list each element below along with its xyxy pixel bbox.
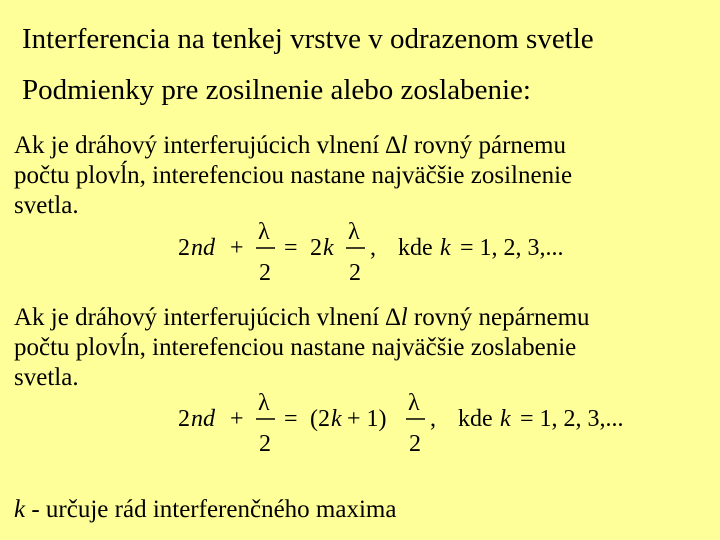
text-span: rovný párnemu: [407, 132, 566, 159]
text-span: rovný nepárnemu: [407, 304, 590, 331]
formula-comma: ,: [430, 406, 436, 432]
path-difference-symbol: ∆l: [385, 132, 408, 159]
formula-svg: [150, 382, 710, 460]
formula-lambda: λ: [408, 390, 420, 416]
formula-var-k: k: [500, 406, 511, 432]
formula-kde: kde: [458, 406, 493, 432]
slide-title: Interferencia na tenkej vrstve v odrazenom svetle: [22, 23, 594, 55]
text-span: Ak je dráhový interferujúcich vlnení: [14, 132, 386, 159]
formula-coef: 2: [178, 235, 190, 261]
formula-lambda: λ: [258, 219, 270, 245]
formula-var-k: k: [331, 406, 342, 432]
formula-comma: ,: [370, 235, 376, 261]
paragraph-line: svetla.: [14, 364, 79, 391]
formula-svg: [150, 211, 710, 289]
formula-paren-open: (2: [310, 406, 330, 432]
formula-lambda: λ: [258, 390, 270, 416]
path-difference-symbol: ∆l: [385, 304, 408, 331]
formula-kde: kde: [398, 235, 433, 261]
formula-lambda: λ: [348, 219, 360, 245]
formula-var-nd: nd: [191, 235, 215, 261]
formula-var-k: k: [323, 235, 334, 261]
footer-note: [14, 495, 396, 525]
paragraph-line: svetla.: [14, 192, 79, 219]
destructive-condition-paragraph: [14, 303, 714, 393]
formula-denominator: 2: [259, 431, 271, 457]
formula-paren-close: + 1): [347, 406, 387, 432]
formula-plus: +: [230, 235, 244, 261]
text-span: Ak je dráhový interferujúcich vlnení: [14, 304, 386, 331]
formula-rhs-coef: 2: [310, 235, 322, 261]
destructive-formula: [150, 382, 710, 460]
paragraph-line: [14, 303, 714, 333]
footer-text: - určuje rád interferenčného maxima: [25, 496, 397, 523]
paragraph-line: počtu plovĺn, interefenciou nastane najväčšie zoslabenie: [14, 334, 577, 361]
constructive-condition-paragraph: [14, 131, 714, 221]
formula-var-nd: nd: [191, 406, 215, 432]
formula-coef: 2: [178, 406, 190, 432]
paragraph-line: počtu plovĺn, interefenciou nastane najväčšie zosilnenie: [14, 162, 573, 189]
formula-denominator: 2: [349, 260, 361, 286]
formula-range: = 1, 2, 3,...: [460, 235, 564, 261]
slide-subtitle: Podmienky pre zosilnenie alebo zoslabenie:: [22, 74, 531, 106]
formula-denominator: 2: [259, 260, 271, 286]
formula-plus: +: [230, 406, 244, 432]
formula-equals: =: [284, 406, 298, 432]
order-symbol-k: k: [14, 496, 26, 523]
paragraph-line: [14, 131, 714, 161]
formula-denominator: 2: [409, 431, 421, 457]
formula-equals: =: [284, 235, 298, 261]
formula-range: = 1, 2, 3,...: [520, 406, 624, 432]
constructive-formula: [150, 211, 710, 289]
formula-var-k: k: [440, 235, 451, 261]
